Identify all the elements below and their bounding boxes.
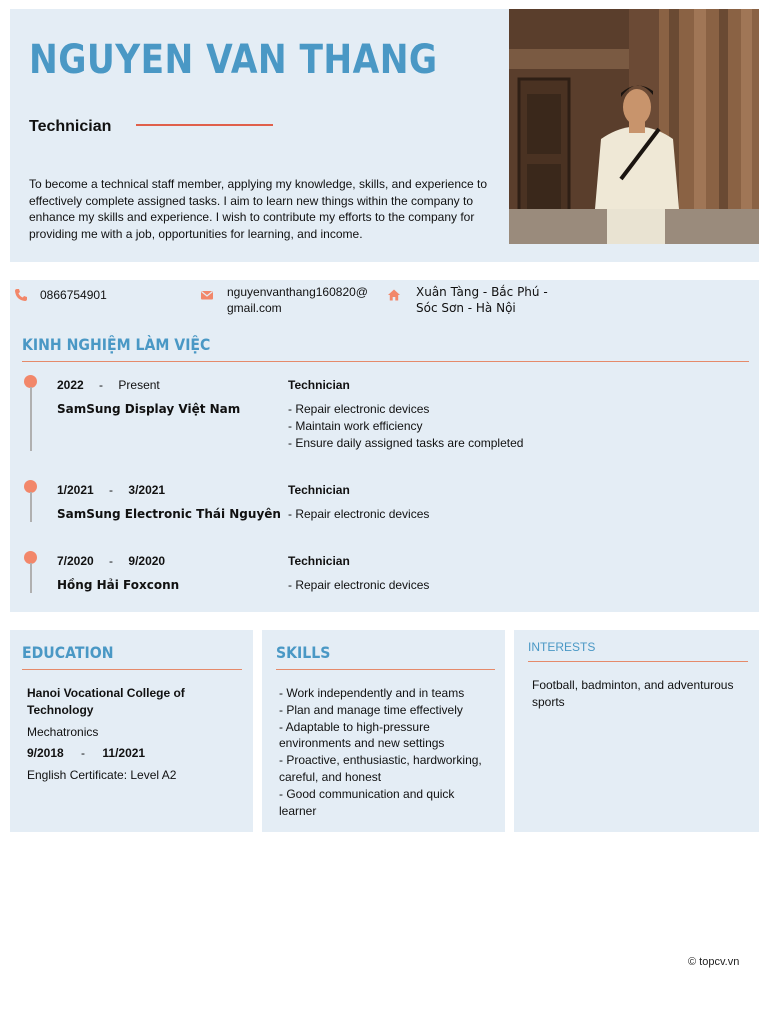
experience-item	[10, 551, 759, 601]
skills-divider	[276, 669, 495, 670]
job-position: Technician	[288, 554, 350, 568]
home-icon	[387, 288, 401, 302]
timeline-line	[30, 387, 32, 451]
education-dates: 9/2018 - 11/2021	[27, 746, 146, 760]
timeline-line	[30, 492, 32, 522]
major: Mechatronics	[27, 725, 99, 739]
education-details	[27, 685, 242, 784]
job-tasks: - Repair electronic devices	[288, 578, 430, 592]
profile-photo	[509, 9, 759, 244]
timeline-line	[30, 563, 32, 593]
phone-number: 0866754901	[40, 288, 107, 302]
education-heading: EDUCATION	[22, 643, 114, 662]
email-address: nguyenvanthang160820@ gmail.com	[227, 285, 368, 315]
home-address: Xuân Tàng - Bắc Phú - Sóc Sơn - Hà Nội	[416, 285, 548, 315]
skills-list: - Work independently and in teams - Plan and manage time effectively - Adaptable to high-pressure environments and new settings - Proactive, enthusiastic, hardworking, careful, and honest - Good communication and quick learner	[279, 686, 482, 818]
experience-panel	[10, 280, 759, 612]
job-position: Technician	[288, 483, 350, 497]
school-name: Hanoi Vocational College of Technology	[27, 686, 185, 717]
interests-divider	[528, 661, 748, 662]
phone-icon	[14, 288, 28, 302]
title-underline	[136, 124, 273, 126]
experience-item	[10, 375, 759, 455]
job-dates: 1/2021 - 3/2021	[57, 483, 166, 497]
skills-heading: SKILLS	[276, 643, 331, 662]
interests-text: Football, badminton, and adventurous sports	[532, 678, 734, 709]
job-position: Technician	[288, 378, 350, 392]
candidate-name: NGUYEN VAN THANG	[29, 37, 438, 83]
company-name: Hồng Hải Foxconn	[57, 578, 180, 592]
experience-item	[10, 480, 759, 530]
job-tasks: - Repair electronic devices - Maintain work efficiency - Ensure daily assigned tasks are completed	[288, 402, 524, 450]
interests-heading: INTERESTS	[528, 640, 596, 654]
job-tasks: - Repair electronic devices	[288, 507, 430, 521]
company-name: SamSung Electronic Thái Nguyên	[57, 507, 281, 521]
job-dates: 2022 - Present	[57, 378, 160, 392]
job-title: Technician	[29, 118, 112, 135]
career-objective: To become a technical staff member, applying my knowledge, skills, and experience to effectively complete assigned tasks. I aim to learn new things within the company to enhance my skills and experience. I wish to contribute my efforts to the company for providing me with a job, opportunities for learning, and income.	[29, 177, 488, 241]
education-panel	[10, 630, 253, 832]
experience-divider	[22, 361, 749, 362]
mail-icon	[200, 288, 214, 302]
certificate: English Certificate: Level A2	[27, 768, 177, 782]
skills-panel	[262, 630, 505, 832]
education-divider	[22, 669, 242, 670]
header-panel	[10, 9, 759, 262]
job-dates: 7/2020 - 9/2020	[57, 554, 166, 568]
interests-panel	[514, 630, 759, 832]
footer-credit: © topcv.vn	[688, 956, 740, 968]
experience-heading: KINH NGHIỆM LÀM VIỆC	[22, 335, 211, 354]
company-name: SamSung Display Việt Nam	[57, 402, 241, 416]
